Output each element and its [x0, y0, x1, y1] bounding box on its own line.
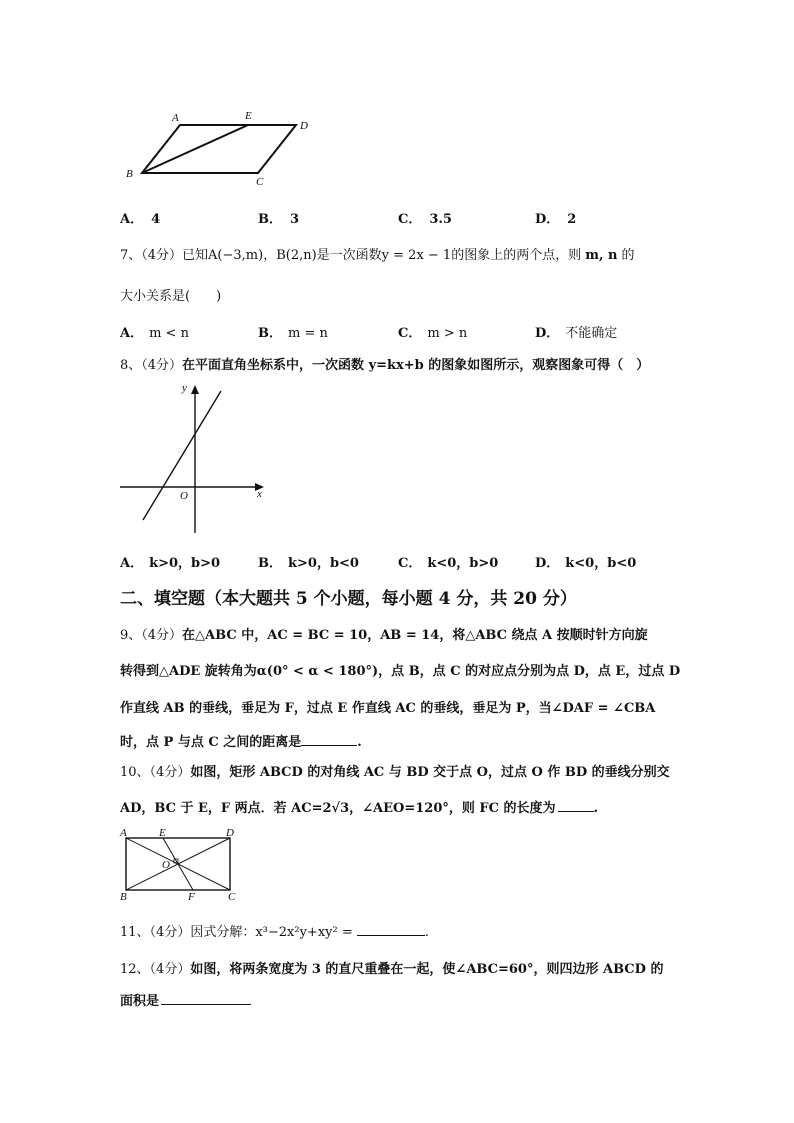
q10-label-B: B — [120, 891, 127, 902]
q10-line2: AD，BC 于 E，F 两点．若 AC=2√3，∠AEO=120°，则 FC 的长度为 . — [120, 797, 598, 816]
q11-answer-blank[interactable] — [357, 922, 425, 936]
q8-coordinate-figure — [118, 375, 278, 535]
q10-line1: 10、（4分）如图，矩形 ABCD 的对角线 AC 与 BD 交于点 O，过点 O 作 BD 的垂线分别交 — [120, 765, 670, 780]
q9-line3: 作直线 AB 的垂线，垂足为 F，过点 E 作直线 AC 的垂线，垂足为 P，当∠DAF = ∠CBA — [120, 701, 656, 716]
q9-number: 9、（4分） — [120, 628, 183, 643]
q10-label-O: O — [162, 859, 170, 871]
label-E: E — [245, 110, 252, 122]
q8-stem: 8、（4分）在平面直角坐标系中，一次函数 y=kx+b 的图象如图所示，观察图象可得（ ） — [120, 358, 650, 373]
q7-option-a[interactable]: A． m < n — [120, 326, 189, 341]
q10-label-D: D — [226, 827, 234, 839]
q10-number: 10、（4分） — [120, 765, 191, 780]
q10-label-A: A — [120, 827, 127, 839]
q9-line1: 9、（4分）在△ABC 中，AC = BC = 10，AB = 14，将△ABC 绕点 A 按顺时针方向旋 — [120, 628, 648, 643]
section-heading-fill-in: 二、填空题（本大题共 5 个小题，每小题 4 分，共 20 分） — [120, 589, 577, 609]
q7-stem-line1: 7、（4分）已知A(−3,m)，B(2,n)是一次函数y = 2x − 1的图象上的两个点，则 m, n 的 — [120, 248, 635, 263]
label-C: C — [256, 176, 264, 188]
q10-label-F: F — [188, 891, 195, 902]
q10-label-C: C — [228, 891, 236, 902]
q12-line2: 面积是 — [120, 990, 251, 1009]
q8-option-c[interactable]: C． k<0，b>0 — [398, 556, 499, 571]
q10-rectangle-figure — [116, 826, 246, 902]
q6-option-a[interactable]: A． 4 — [120, 212, 161, 227]
axis-label-x: x — [257, 488, 262, 500]
label-B: B — [126, 168, 133, 180]
q10-label-E: E — [159, 827, 166, 839]
q6-option-d[interactable]: D． 2 — [535, 212, 577, 227]
q11-number: 11、（4分） — [120, 925, 191, 940]
q12-number: 12、（4分） — [120, 962, 191, 977]
q11-stem: 11、（4分）因式分解：x³−2x²y+xy² = . — [120, 921, 429, 940]
label-A: A — [172, 112, 179, 124]
label-D: D — [300, 120, 308, 132]
q7-number: 7、（4分） — [120, 248, 183, 263]
q6-parallelogram-figure — [120, 105, 320, 190]
q12-answer-blank[interactable] — [161, 991, 251, 1005]
q8-option-b[interactable]: B． k>0，b<0 — [258, 556, 359, 571]
q7-option-c[interactable]: C． m > n — [398, 326, 468, 341]
origin-label-o: O — [180, 490, 188, 502]
q8-number: 8、（4分） — [120, 358, 183, 373]
q6-option-c[interactable]: C． 3.5 — [398, 212, 452, 227]
q9-line2: 转得到△ADE 旋转角为α(0° < α < 180°)，点 B，点 C 的对应点分别为点 D，点 E，过点 D — [120, 664, 681, 679]
q7-option-d[interactable]: D． 不能确定 — [535, 326, 618, 341]
q7-stem-line2: 大小关系是( ) — [120, 289, 222, 304]
q8-option-a[interactable]: A． k>0，b>0 — [120, 556, 221, 571]
q9-line4: 时，点 P 与点 C 之间的距离是 . — [120, 731, 362, 750]
q12-line1: 12、（4分）如图，将两条宽度为 3 的直尺重叠在一起，使∠ABC=60°，则四边形 ABCD 的 — [120, 962, 664, 977]
q9-answer-blank[interactable] — [301, 732, 357, 746]
axis-label-y: y — [182, 382, 187, 394]
q7-option-b[interactable]: B． m = n — [258, 326, 328, 341]
q10-answer-blank[interactable] — [558, 798, 594, 812]
q8-option-d[interactable]: D． k<0，b<0 — [535, 556, 637, 571]
q6-option-b[interactable]: B． 3 — [258, 212, 300, 227]
